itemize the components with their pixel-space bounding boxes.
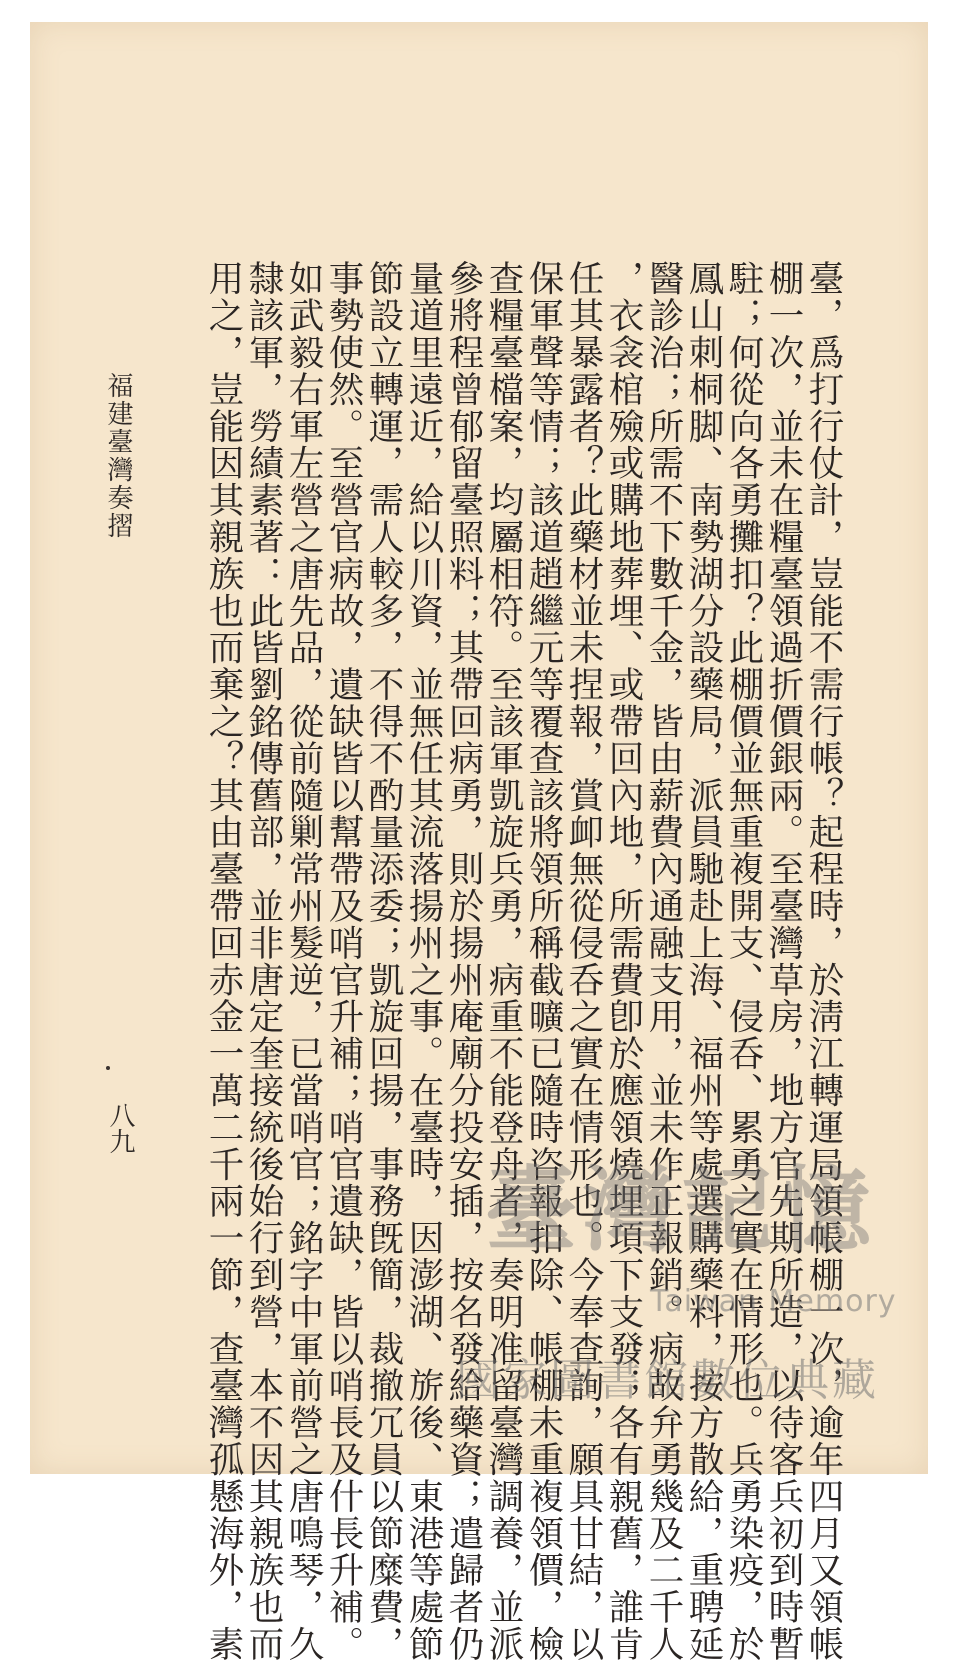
text-column-6: ，衣衾棺殮或購地葬埋、或帶回內地，所需費卽於應領燒埋項下支發；各有親舊，誰肯	[603, 260, 644, 1662]
watermark-english: Taiwan Memory	[650, 1284, 897, 1319]
running-head: 福建臺灣奏摺	[103, 372, 133, 540]
page-number: 八九	[105, 1102, 135, 1154]
watermark-library: 國家圖書館數位典藏	[456, 1355, 879, 1406]
text-column-13: 事勢使然。至營官病故，遺缺皆以幫帶及哨官升補；哨官遺缺，皆以哨長及什長升補。	[323, 260, 364, 1662]
document-page	[30, 22, 928, 1662]
text-column-14: 如武毅右軍左營之唐先品，從前隨剿常州髮逆，已當哨官；銘字中軍前營之唐鳴琴，久	[283, 260, 324, 1662]
text-column-15: 隸該軍，勞績素著：此皆劉銘傳舊部，並非唐定奎接統後始行到營，本不因其親族也而	[243, 260, 284, 1662]
text-column-3: 駐；何從向各勇攤扣？此棚價並無重複開支、侵呑、累勇之實在情形也。兵勇染疫，於	[723, 260, 764, 1662]
page-mark-dot	[106, 1066, 110, 1070]
text-column-1: 臺，爲打行仗計，豈能不需行帳？起程時，於淸江轉運局領帳棚一次，逾年四月又領帳	[803, 260, 844, 1662]
text-column-7: 任其暴露者？此藥材並未捏報，賞卹無從侵呑之實在情形也。今奉查詢，願具甘結，以	[563, 260, 604, 1662]
text-column-12: 節設立轉運，需人較多，不得不酌量添委；凱旋回揚，事務旣簡，裁撤冗員以節糜費，	[363, 260, 404, 1662]
text-column-4: 鳳山刺桐脚、南勢湖分設藥局，派員馳赴上海、福州等處選購藥料，按方散給，重聘延	[683, 260, 724, 1662]
text-column-8: 保軍聲等情；該道趙繼元等覆查該將領所稱截曠已隨時咨報扣除、帳棚未重複領價，檢	[523, 260, 564, 1662]
text-column-11: 量道里遠近，給以川資，並無任其流落揚州之事。在臺時，因澎湖、旂後、東港等處節	[403, 260, 444, 1662]
text-column-10: 參將程曾郁留臺照料；其帶回病勇，則於揚州庵廟分投安插，按名發給藥資；遣歸者仍	[443, 260, 484, 1662]
text-column-16: 用之，豈能因其親族也而棄之？其由臺帶回赤金一萬二千兩一節，查臺灣孤懸海外，素	[203, 260, 244, 1662]
watermark-logo: 臺灣記憶	[485, 1156, 878, 1264]
text-column-2: 棚一次，並未在糧臺領過折價銀兩。至臺灣草房，地方官先期所造，以待客兵初到時暫	[763, 260, 804, 1662]
text-column-9: 查糧臺檔案，均屬相符。至該軍凱旋兵勇，病重不能登舟者，奏明准留臺灣調養，並派	[483, 260, 524, 1662]
text-column-5: 醫診治；所需不下數千金，皆由薪費內通融支用，並未作正報銷。病故弁勇幾及二千人	[643, 260, 684, 1662]
